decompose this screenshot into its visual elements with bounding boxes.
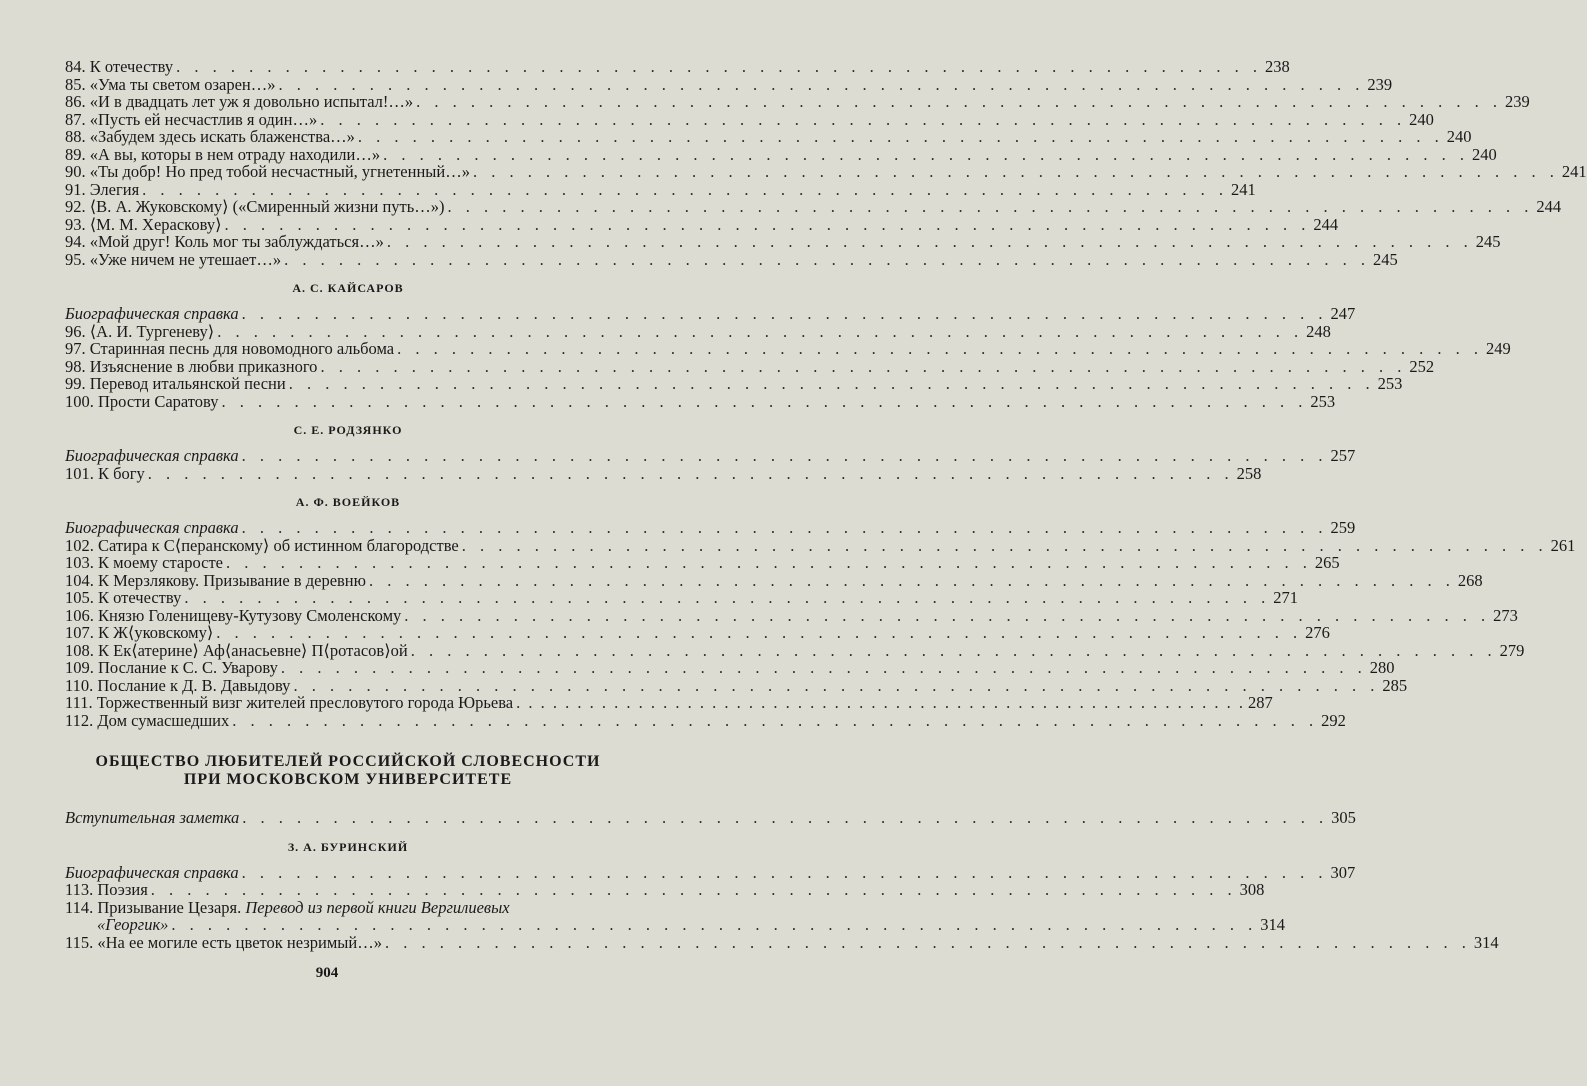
toc-entry: 110. Послание к Д. В. Давыдову . . . 285 — [65, 677, 631, 695]
toc-entry: 111. Торжественный визг жителей пресловутого города Юрьева . . . 287 — [65, 694, 631, 712]
toc-entry: 93. ⟨М. М. Хераскову⟩ . . . 244 — [65, 216, 631, 234]
toc-entry: 88. «Забудем здесь искать блаженства…» . . . 240 — [65, 128, 631, 146]
toc-entry: 108. К Ек⟨атерине⟩ Аф⟨анасьевне⟩ П⟨ротасов⟩ой . . . 279 — [65, 642, 631, 660]
toc-entry: 95. «Уже ничем не утешает…» . . . 245 — [65, 251, 631, 269]
toc-entry: 112. Дом сумасшедших . . . 292 — [65, 712, 631, 730]
toc-entry: 86. «И в двадцать лет уж я довольно испытал!…» . . . 239 — [65, 93, 631, 111]
author-heading-kaisarov: А. С. КАЙСАРОВ — [292, 281, 404, 295]
bio-entry: Биографическая справка . . . 247 — [65, 305, 631, 323]
toc-entry: 84. К отечеству . . . 238 — [65, 58, 631, 76]
author-heading-burinsky: З. А. БУРИНСКИЙ — [287, 839, 409, 854]
page-number: 904 — [315, 965, 339, 981]
society-heading-line1: ОБЩЕСТВО ЛЮБИТЕЛЕЙ РОССИЙСКОЙ СЛОВЕСНОСТИ — [95, 753, 601, 770]
toc-entry: 107. К Ж⟨уковскому⟩ . . . 276 — [65, 624, 631, 642]
toc-entry-multiline: 114. Призывание Цезаря. Перевод из первой книги Вергилиевых — [65, 897, 510, 917]
toc-entry: 113. Поэзия . . . 308 — [65, 881, 631, 899]
toc-entry: 92. ⟨В. А. Жуковскому⟩ («Смиренный жизни путь…») . . . 244 — [65, 198, 631, 216]
toc-entry: 91. Элегия . . . 241 — [65, 181, 631, 199]
toc-entry: 105. К отечеству . . . 271 — [65, 589, 631, 607]
toc-entry: 102. Сатира к С⟨перанскому⟩ об истинном благородстве . . . 261 — [65, 537, 631, 555]
toc-entry: 99. Перевод итальянской песни . . . 253 — [65, 375, 631, 393]
toc-entry: 90. «Ты добр! Но пред тобой несчастный, угнетенный…» . . . 241 — [65, 163, 631, 181]
toc-entry: 94. «Мой друг! Коль мог ты заблуждаться…» . . . 245 — [65, 233, 631, 251]
toc-entry: 87. «Пусть ей несчастлив я один…» . . . 240 — [65, 111, 631, 129]
toc-entry: 96. ⟨А. И. Тургеневу⟩ . . . 248 — [65, 323, 631, 341]
table-of-contents — [65, 57, 1587, 952]
toc-entry: 97. Старинная песнь для новомодного альбома . . . 249 — [65, 340, 631, 358]
toc-entry: 85. «Ума ты светом озарен…» . . . 239 — [65, 76, 631, 94]
toc-entry: 109. Послание к С. С. Уварову . . . 280 — [65, 659, 631, 677]
toc-entry-continuation: «Георгик» . . . 314 — [65, 916, 631, 934]
toc-entry: 101. К богу . . . 258 — [65, 465, 631, 483]
toc-entry: 100. Прости Саратову . . . 253 — [65, 393, 631, 411]
bio-entry: Биографическая справка . . . 307 — [65, 864, 631, 882]
toc-entry: 98. Изъяснение в любви приказного . . . 252 — [65, 358, 631, 376]
section-heading-society — [65, 753, 631, 789]
toc-entry: 104. К Мерзлякову. Призывание в деревню . . . 268 — [65, 572, 631, 590]
intro-entry: Вступительная заметка . . . 305 — [65, 809, 631, 827]
author-heading-voeikov: А. Ф. ВОЕЙКОВ — [295, 495, 401, 509]
toc-entry: 89. «А вы, которы в нем отраду находили…» . . . 240 — [65, 146, 631, 164]
author-heading-rodzianko: С. Е. РОДЗЯНКО — [293, 423, 403, 437]
bio-entry: Биографическая справка . . . 257 — [65, 447, 631, 465]
toc-list-part1 — [65, 57, 1587, 269]
toc-entry: 106. Князю Голенищеву-Кутузову Смоленскому . . . 273 — [65, 607, 631, 625]
bio-entry: Биографическая справка . . . 259 — [65, 519, 631, 537]
society-heading-line2: ПРИ МОСКОВСКОМ УНИВЕРСИТЕТЕ — [183, 771, 513, 788]
toc-entry: 115. «На ее могиле есть цветок незримый…» . . . 314 — [65, 934, 631, 952]
toc-entry: 103. К моему старосте . . . 265 — [65, 554, 631, 572]
